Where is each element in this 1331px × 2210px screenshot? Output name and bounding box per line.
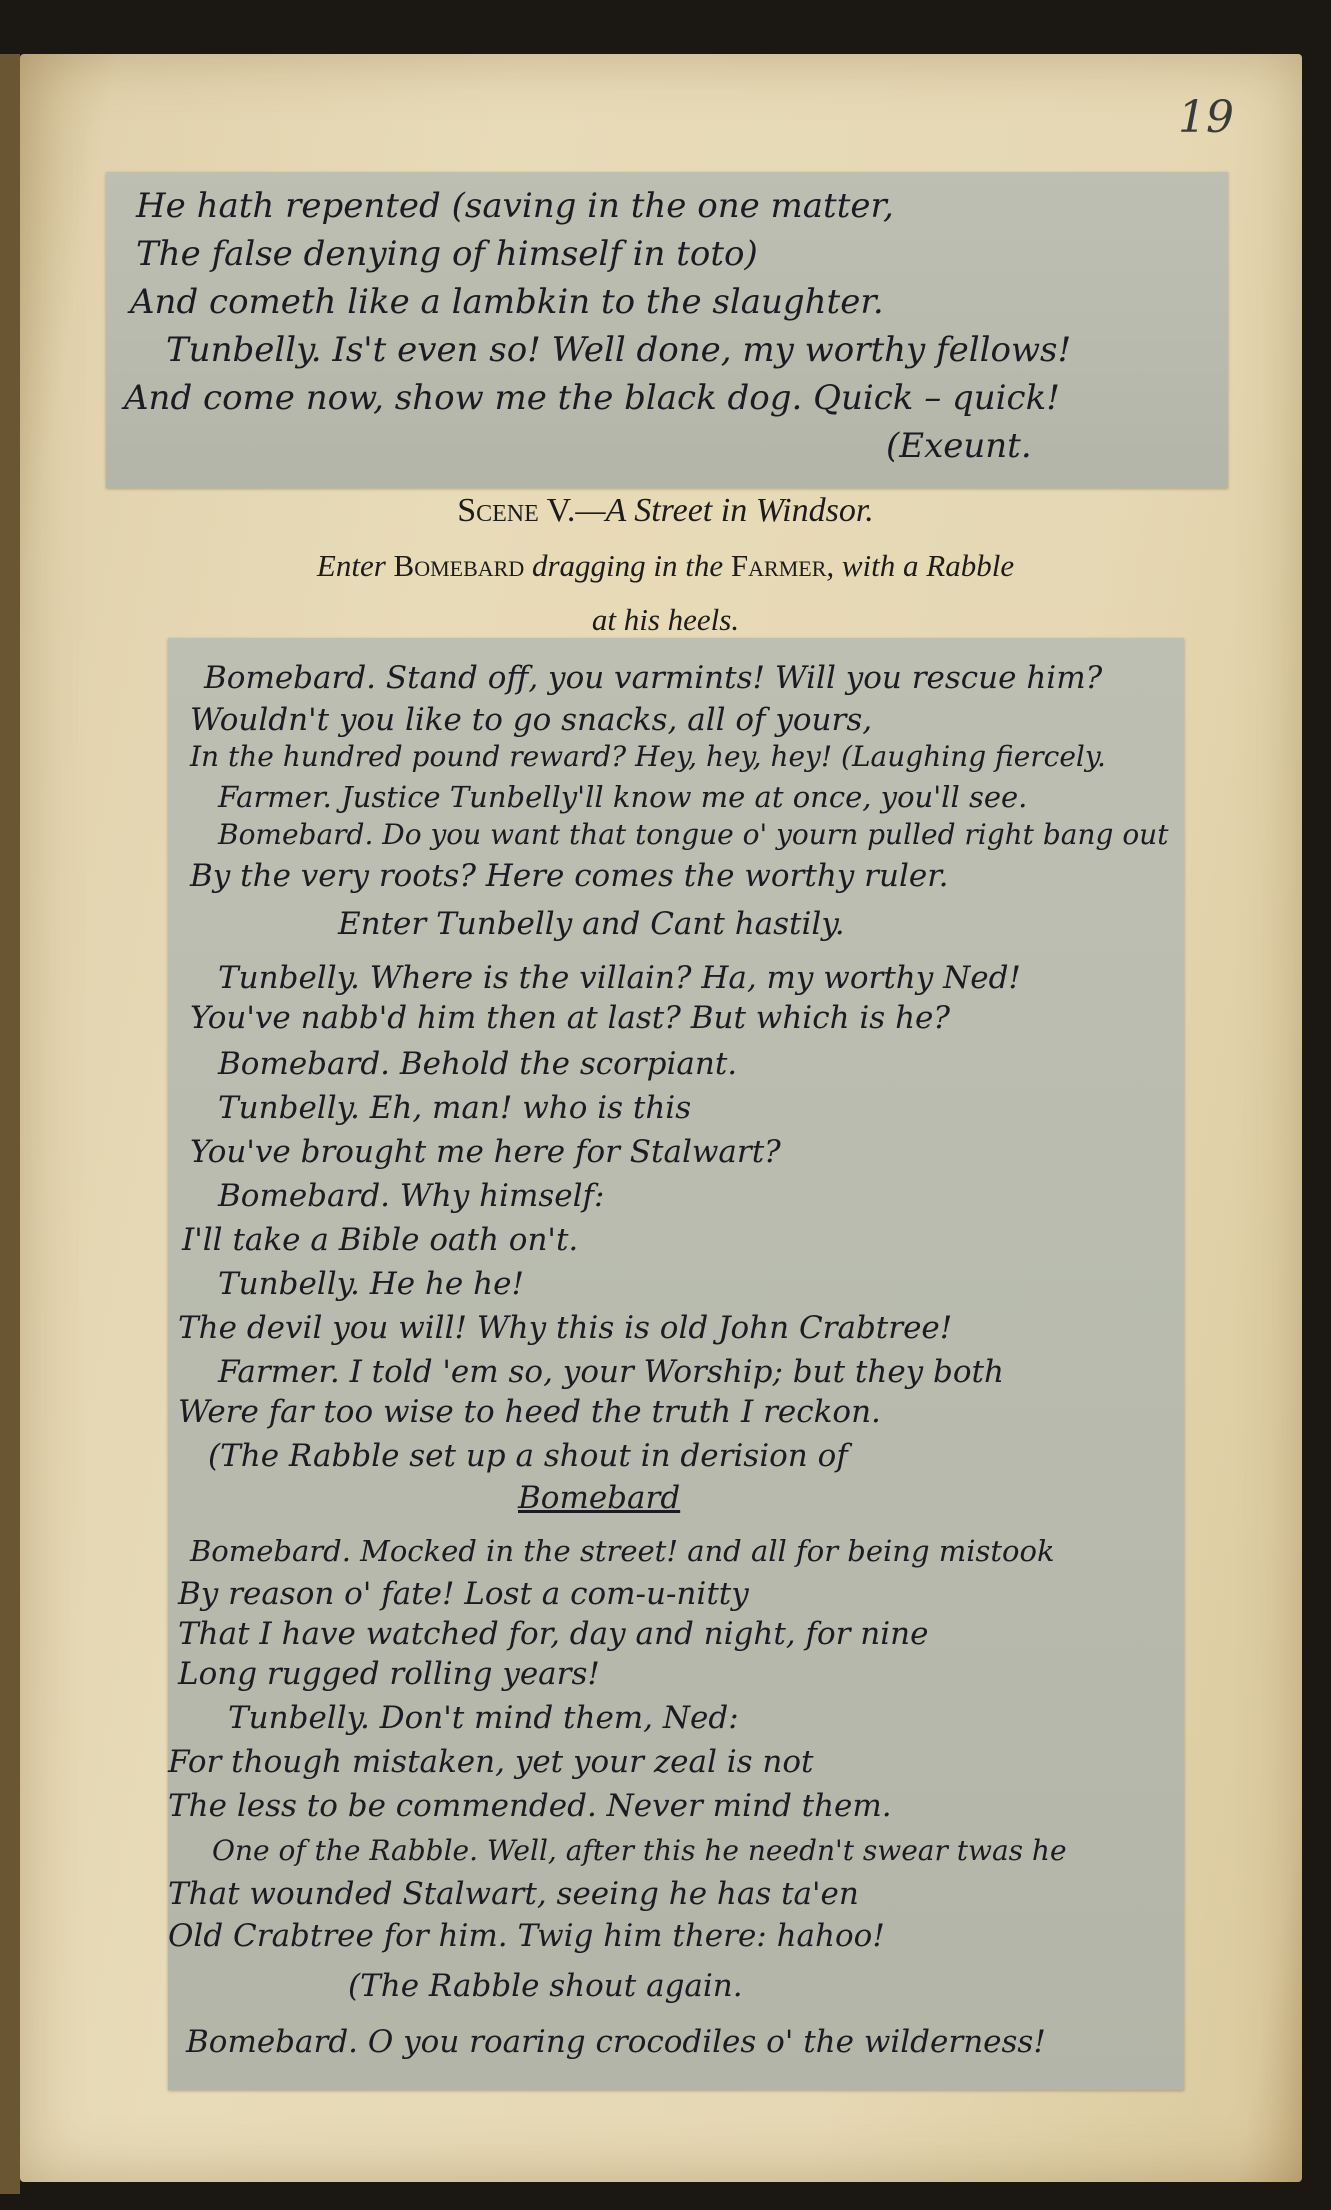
slip-line-17: Farmer. I told 'em so, your Worship; but they both: [218, 1354, 1004, 1390]
character-bomebard: Bomebard: [393, 548, 525, 583]
rabble-text: , with a Rabble: [826, 548, 1015, 583]
slip-line-9: You've nabb'd him then at last? But which is he?: [190, 1000, 950, 1036]
slip-line-10: Bomebard. Behold the scorpiant.: [218, 1046, 738, 1082]
stage-direction-heels: at his heels.: [591, 602, 740, 637]
slip-line-22: By reason o' fate! Lost a com-u-nitty: [178, 1576, 749, 1612]
dragging-text: dragging in the: [531, 548, 724, 583]
slip-line-11: Tunbelly. Eh, man! who is this: [218, 1090, 692, 1126]
slip-line-27: The less to be commended. Never mind them.: [168, 1788, 892, 1824]
pasted-slip-main: [168, 638, 1184, 2090]
slip-line-1: Bomebard. Stand off, you varmints! Will you rescue him?: [204, 660, 1103, 696]
slip-line-19: (The Rabble set up a shout in derision of: [208, 1438, 848, 1474]
slip-top-line-5: And come now, show me the black dog. Quick – quick!: [124, 378, 1060, 418]
slip-line-25: Tunbelly. Don't mind them, Ned:: [228, 1700, 739, 1736]
slip-line-8: Tunbelly. Where is the villain? Ha, my worthy Ned!: [218, 960, 1021, 996]
slip-line-15: Tunbelly. He he he!: [218, 1266, 524, 1302]
slip-line-21: Bomebard. Mocked in the street! and all for being mistook: [190, 1534, 1055, 1568]
slip-line-6: By the very roots? Here comes the worthy ruler.: [190, 858, 949, 894]
slip-top-line-2: The false denying of himself in toto): [136, 234, 758, 274]
character-farmer: Farmer: [730, 548, 827, 583]
stage-direction-enter: [0, 548, 1331, 584]
slip-line-7: Enter Tunbelly and Cant hastily.: [338, 906, 845, 942]
pasted-slip-top: [106, 172, 1228, 488]
slip-line-2: Wouldn't you like to go snacks, all of yours,: [190, 702, 873, 738]
slip-line-5: Bomebard. Do you want that tongue o' yourn pulled right bang out: [218, 818, 1169, 851]
slip-line-28: One of the Rabble. Well, after this he needn't swear twas he: [212, 1834, 1067, 1867]
slip-line-4: Farmer. Justice Tunbelly'll know me at once, you'll see.: [218, 780, 1028, 814]
slip-line-31: (The Rabble shout again.: [348, 1968, 743, 2004]
slip-top-line-1: He hath repented (saving in the one matter,: [136, 186, 894, 226]
binding-edge: [0, 54, 20, 2194]
slip-line-16: The devil you will! Why this is old John Crabtree!: [178, 1310, 953, 1346]
slip-top-line-3: And cometh like a lambkin to the slaughter.: [130, 282, 884, 322]
slip-line-20: Bomebard: [518, 1480, 681, 1516]
slip-line-32: Bomebard. O you roaring crocodiles o' the wilderness!: [186, 2024, 1046, 2060]
slip-line-23: That I have watched for, day and night, for nine: [178, 1616, 929, 1652]
scene-label: Scene V.: [457, 492, 576, 529]
slip-line-24: Long rugged rolling years!: [178, 1656, 600, 1692]
scene-heading: [0, 492, 1331, 530]
slip-line-12: You've brought me here for Stalwart?: [190, 1134, 781, 1170]
slip-line-29: That wounded Stalwart, seeing he has ta'en: [168, 1876, 859, 1912]
page-number: 19: [1178, 92, 1234, 143]
slip-line-18: Were far too wise to heed the truth I reckon.: [178, 1394, 881, 1430]
slip-line-30: Old Crabtree for him. Twig him there: hahoo!: [168, 1918, 885, 1954]
enter-word: Enter: [316, 548, 386, 583]
slip-top-line-4: Tunbelly. Is't even so! Well done, my worthy fellows!: [166, 330, 1072, 370]
slip-line-13: Bomebard. Why himself:: [218, 1178, 605, 1214]
slip-top-line-6: (Exeunt.: [886, 426, 1032, 466]
scene-title: —A Street in Windsor.: [575, 492, 874, 529]
slip-line-26: For though mistaken, yet your zeal is not: [168, 1744, 814, 1780]
slip-line-3: In the hundred pound reward? Hey, hey, hey! (Laughing fiercely.: [190, 740, 1106, 773]
slip-line-14: I'll take a Bible oath on't.: [182, 1222, 579, 1258]
